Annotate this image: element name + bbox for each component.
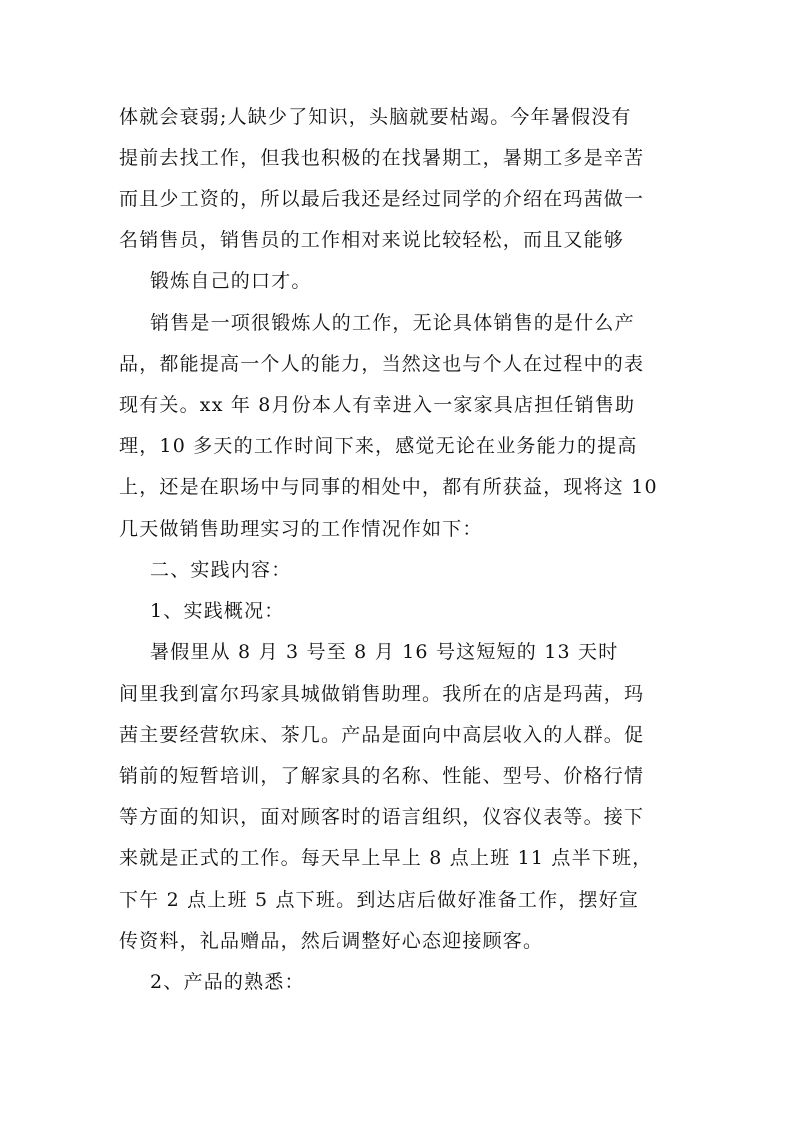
paragraph-start: 销售是一项很锻炼人的工作，无论具体销售的是什么产 — [150, 312, 635, 334]
text-line: 现有关。xx 年 8月份本人有幸进入一家家具店担任销售助 — [119, 394, 636, 416]
text-line: 上，还是在职场中与同事的相处中，都有所获益，现将这 10 — [119, 476, 658, 498]
text-line: 间里我到富尔玛家具城做销售助理。我所在的店是玛茜，玛 — [119, 683, 645, 705]
text-line: 品，都能提高一个人的能力，当然这也与个人在过程中的表 — [119, 353, 645, 375]
text-line: 理，10 多天的工作时间下来，感觉无论在业务能力的提高 — [119, 435, 638, 457]
text-line: 传资料，礼品赠品，然后调整好心态迎接顾客。 — [119, 930, 544, 952]
subsection-heading: 2、产品的熟悉： — [150, 971, 305, 993]
text-line: 名销售员，销售员的工作相对来说比较轻松，而且又能够 — [119, 229, 625, 251]
text-line: 等方面的知识，面对顾客时的语言组织，仪容仪表等。接下 — [119, 806, 645, 828]
text-line: 下午 2 点上班 5 点下班。到达店后做好准备工作，摆好宣 — [119, 889, 640, 911]
paragraph-start: 暑假里从 8 月 3 号至 8 月 16 号这短短的 13 天时 — [150, 641, 619, 663]
section-heading: 二、实践内容： — [150, 559, 292, 581]
text-line: 销前的短暂培训，了解家具的名称、性能、型号、价格行情 — [119, 765, 645, 787]
text-line: 来就是正式的工作。每天早上早上 8 点上班 11 点半下班， — [119, 847, 653, 869]
text-line: 锻炼自己的口才。 — [150, 270, 312, 292]
subsection-heading: 1、实践概况： — [150, 600, 285, 622]
text-line: 而且少工资的，所以最后我还是经过同学的介绍在玛茜做一 — [119, 188, 645, 210]
text-line: 茜主要经营软床、茶几。产品是面向中高层收入的人群。促 — [119, 724, 645, 746]
text-line: 体就会衰弱;人缺少了知识，头脑就要枯竭。今年暑假没有 — [119, 106, 632, 128]
text-line: 几天做销售助理实习的工作情况作如下： — [119, 518, 483, 540]
text-line: 提前去找工作，但我也积极的在找暑期工，暑期工多是辛苦 — [119, 147, 645, 169]
